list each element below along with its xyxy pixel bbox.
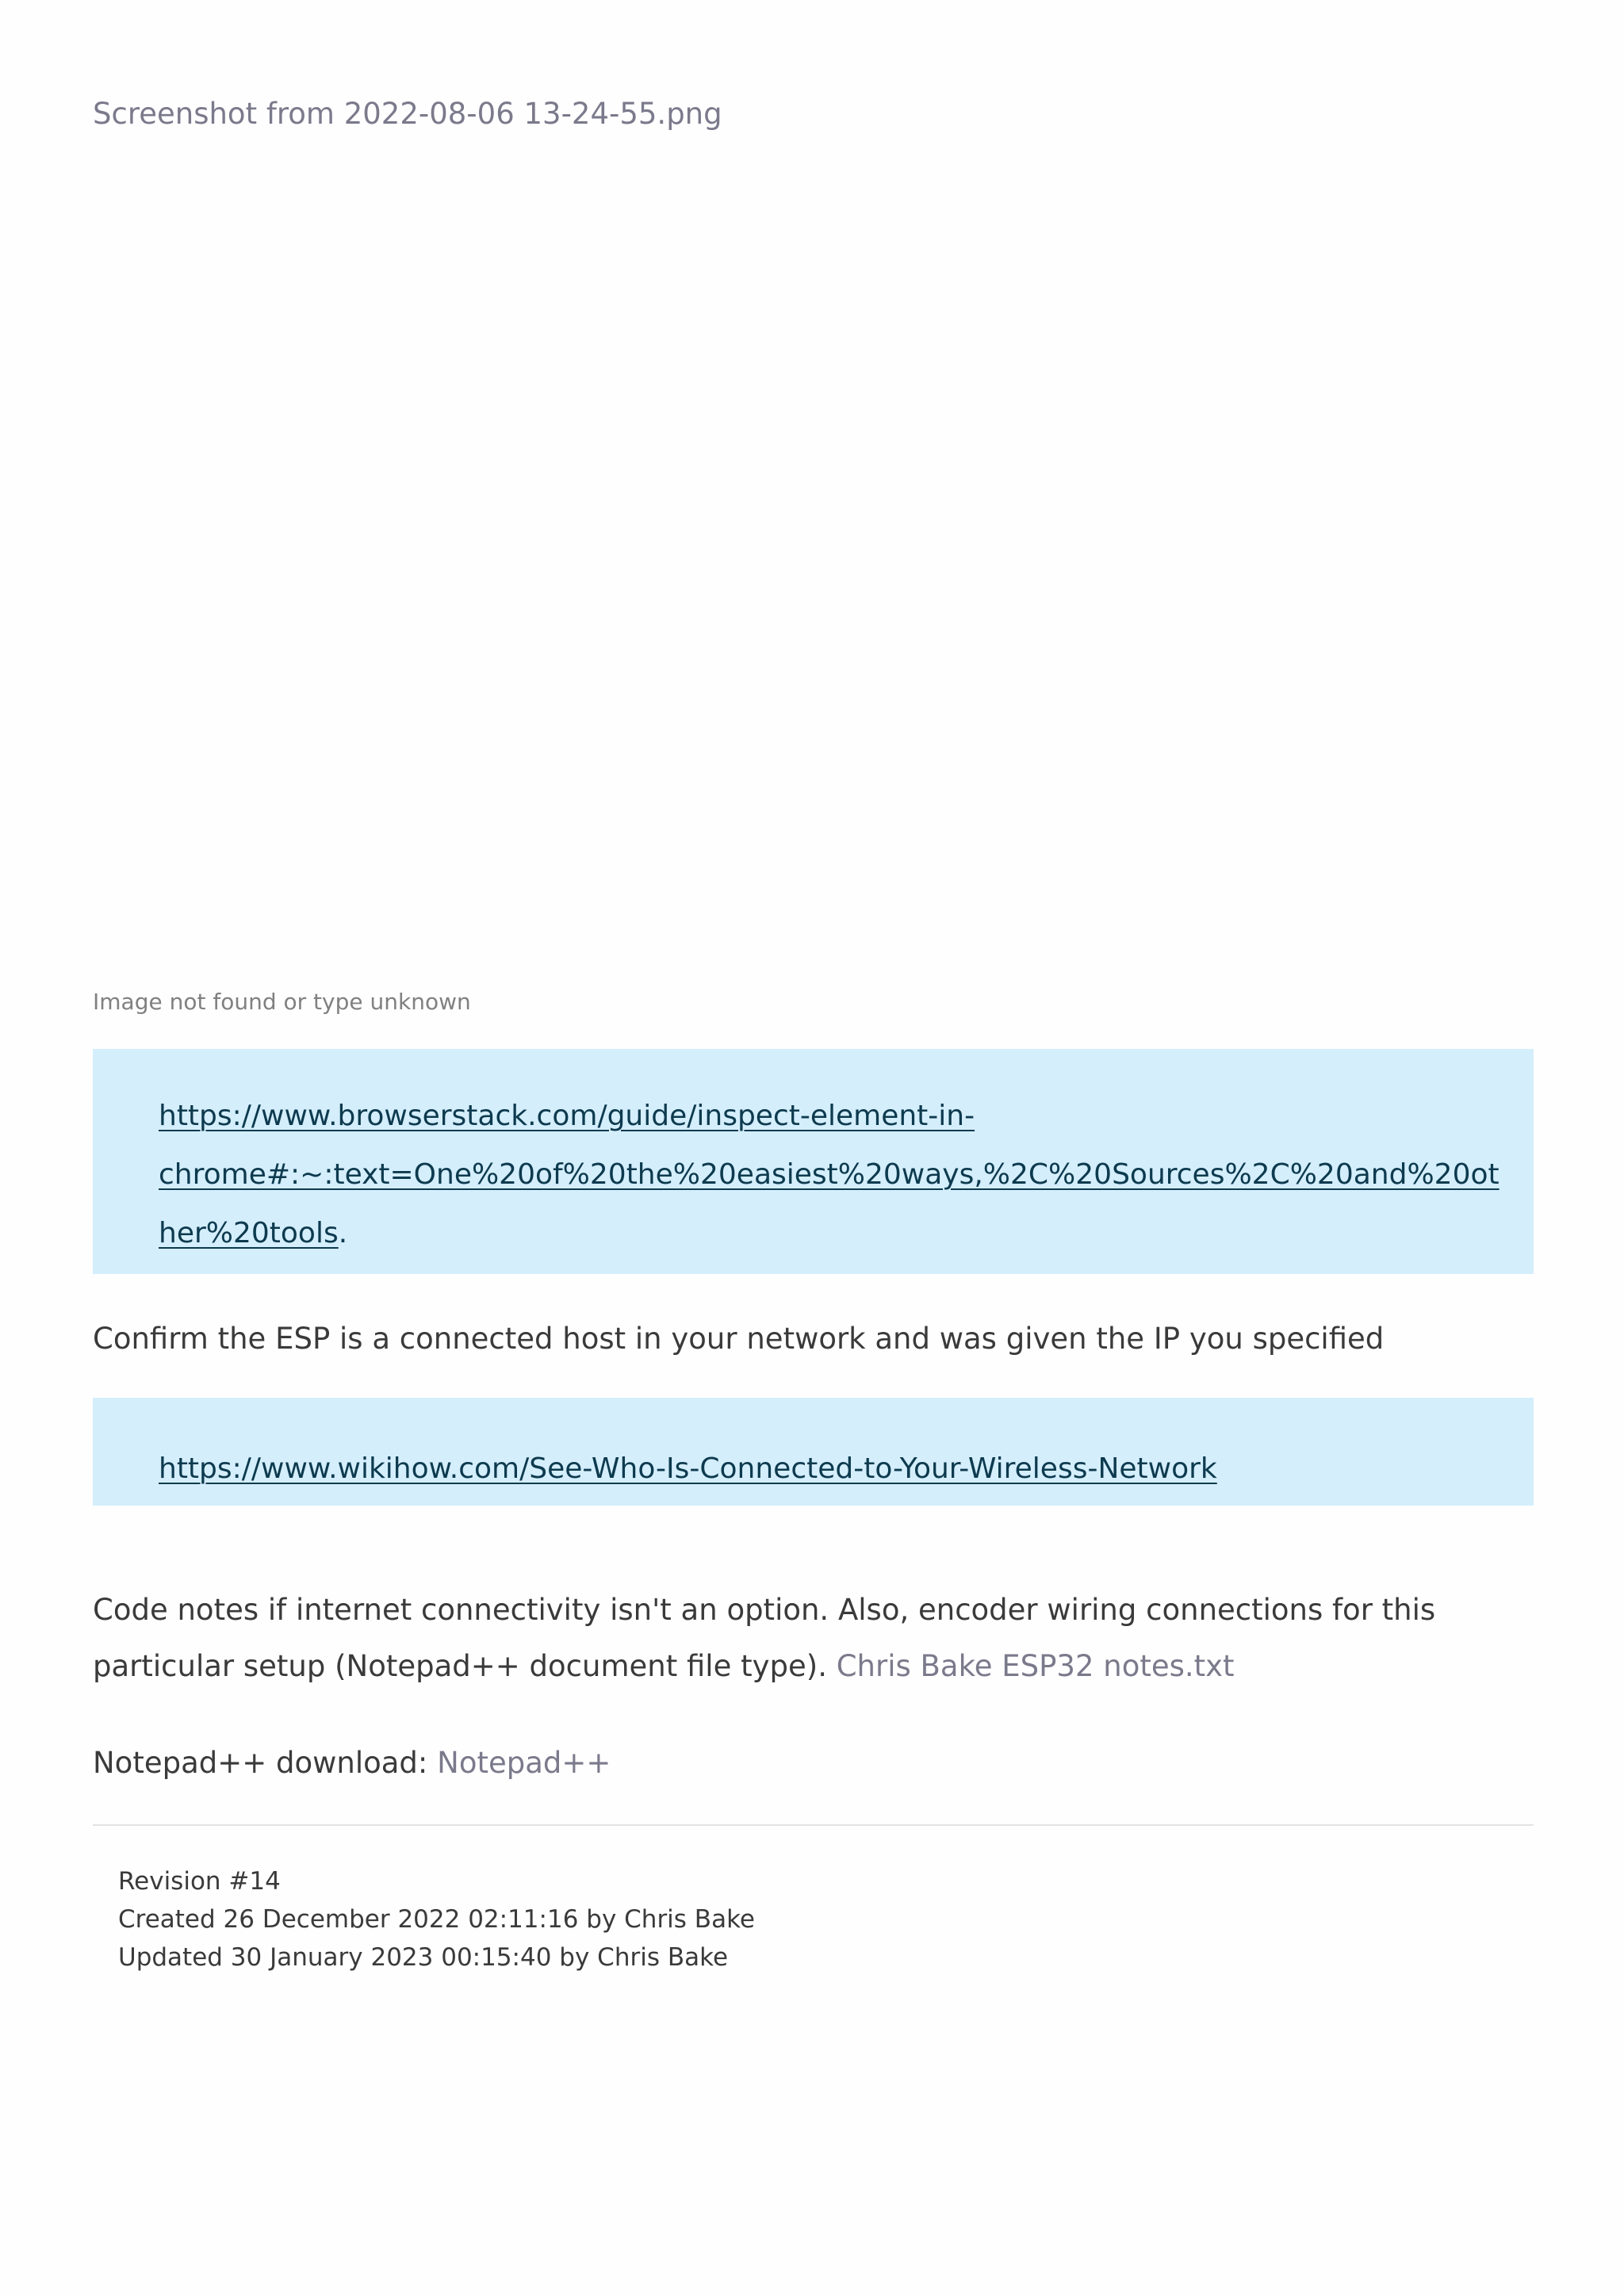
browserstack-link-part-3[interactable]: her%20tools bbox=[159, 1217, 339, 1249]
callout-wikihow bbox=[93, 1398, 1534, 1506]
esp32-notes-file-link[interactable]: Chris Bake ESP32 notes.txt bbox=[836, 1649, 1235, 1683]
attachment-filename-link[interactable]: Screenshot from 2022-08-06 13-24-55.png bbox=[93, 97, 722, 131]
notepad-download-link[interactable]: Notepad++ bbox=[437, 1746, 611, 1780]
notepad-download-label: Notepad++ download: bbox=[93, 1746, 438, 1780]
code-notes-line-1: Code notes if internet connectivity isn't an option. Also, encoder wiring connections for this bbox=[93, 1593, 1436, 1627]
revision-created: Created 26 December 2022 02:11:16 by Chris Bake bbox=[118, 1905, 755, 1934]
callout-link-line bbox=[159, 1087, 1510, 1146]
revision-updated: Updated 30 January 2023 00:15:40 by Chris Bake bbox=[118, 1943, 729, 1972]
broken-image-placeholder bbox=[93, 159, 1534, 975]
code-notes-line-2-text: particular setup (Notepad++ document file type). bbox=[93, 1649, 837, 1683]
code-notes-paragraph bbox=[93, 1582, 1435, 1694]
confirm-paragraph: Confirm the ESP is a connected host in your network and was given the IP you specified bbox=[93, 1322, 1385, 1356]
link-trailing-period: . bbox=[338, 1217, 348, 1249]
wikihow-link[interactable]: https://www.wikihow.com/See-Who-Is-Connected-to-Your-Wireless-Network bbox=[159, 1452, 1217, 1485]
revision-info bbox=[118, 1862, 755, 1976]
code-notes-line-2 bbox=[93, 1638, 1435, 1694]
notepad-download-paragraph bbox=[93, 1735, 611, 1791]
callout-link-line bbox=[159, 1440, 1510, 1498]
callout-browserstack bbox=[93, 1049, 1534, 1274]
callout-link-line bbox=[159, 1146, 1510, 1204]
revision-number: Revision #14 bbox=[118, 1867, 281, 1896]
image-missing-text: Image not found or type unknown bbox=[93, 989, 471, 1015]
browserstack-link-part-2[interactable]: chrome#:~:text=One%20of%20the%20easiest%20ways,%2C%20Sources%2C%20and%20ot bbox=[159, 1158, 1500, 1191]
section-divider bbox=[93, 1824, 1534, 1826]
browserstack-link-part-1[interactable]: https://www.browserstack.com/guide/inspect-element-in- bbox=[159, 1100, 975, 1132]
callout-link-line bbox=[159, 1204, 1510, 1263]
